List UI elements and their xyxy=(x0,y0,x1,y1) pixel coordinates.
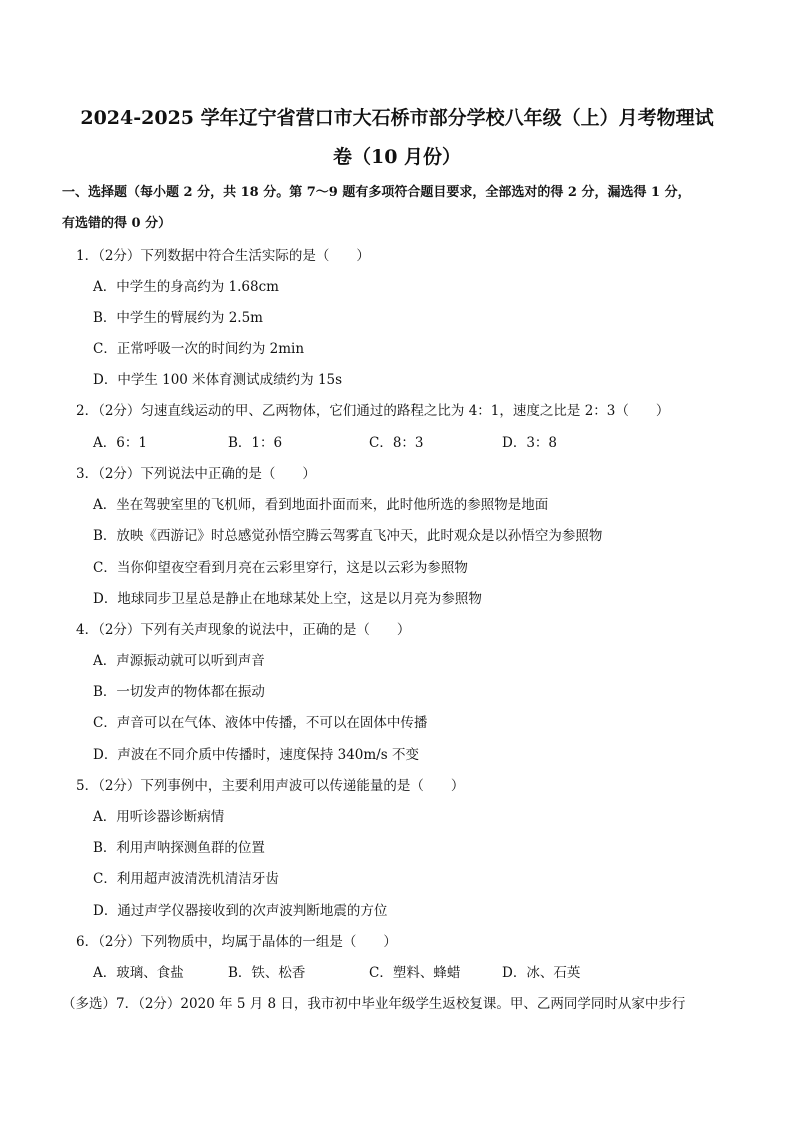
question-6-stem: 6．（2分）下列物质中，均属于晶体的一组是（ ） xyxy=(76,934,397,950)
question-6-option-d: D．冰、石英 xyxy=(502,965,581,981)
question-5-stem: 5．（2分）下列事例中，主要利用声波可以传递能量的是（ ） xyxy=(76,778,465,794)
question-2-option-a: A．6：1 xyxy=(93,435,147,451)
question-4-option-d: D．声波在不同介质中传播时，速度保持 340m/s 不变 xyxy=(93,747,419,763)
question-3-option-a: A．坐在驾驶室里的飞机师，看到地面扑面而来，此时他所选的参照物是地面 xyxy=(93,497,549,513)
question-1-option-c: C．正常呼吸一次的时间约为 2min xyxy=(93,341,305,357)
question-3-option-d: D．地球同步卫星总是静止在地球某处上空，这是以月亮为参照物 xyxy=(93,591,482,607)
question-2-option-c: C．8：3 xyxy=(369,435,424,451)
question-5-option-d: D．通过声学仪器接收到的次声波判断地震的方位 xyxy=(93,903,388,919)
question-4-option-c: C．声音可以在气体、液体中传播，不可以在固体中传播 xyxy=(93,715,428,731)
question-7-stem: （多选）7．（2分）2020 年 5 月 8 日，我市初中毕业年级学生返校复课。甲、乙两同学同时从家中步行 xyxy=(62,996,686,1012)
question-4-option-b: B．一切发声的物体都在振动 xyxy=(93,684,265,700)
section-instructions-line-1: 一、选择题（每小题 2 分，共 18 分。第 7～9 题有多项符合题目要求，全部选对的得 2 分，漏选得 1 分， xyxy=(62,185,691,200)
question-4-option-a: A．声源振动就可以听到声音 xyxy=(93,653,265,669)
question-1-stem: 1．（2分）下列数据中符合生活实际的是（ ） xyxy=(76,248,370,264)
question-5-option-a: A．用听诊器诊断病情 xyxy=(93,809,225,825)
question-1-option-a: A．中学生的身高约为 1.68cm xyxy=(93,279,279,295)
question-6-option-a: A．玻璃、食盐 xyxy=(93,965,184,981)
question-6-option-c: C．塑料、蜂蜡 xyxy=(369,965,461,981)
question-3-option-c: C．当你仰望夜空看到月亮在云彩里穿行，这是以云彩为参照物 xyxy=(93,560,468,576)
exam-title-line-1: 2024-2025 学年辽宁省营口市大石桥市部分学校八年级（上）月考物理试 xyxy=(80,107,714,129)
question-3-stem: 3．（2分）下列说法中正确的是（ ） xyxy=(76,466,316,482)
question-2-option-d: D．3：8 xyxy=(502,435,558,451)
question-2-stem: 2．（2分）匀速直线运动的甲、乙两物体，它们通过的路程之比为 4：1，速度之比是 2：3（ ） xyxy=(76,403,670,419)
question-4-stem: 4．（2分）下列有关声现象的说法中，正确的是（ ） xyxy=(76,622,411,638)
question-5-option-b: B．利用声呐探测鱼群的位置 xyxy=(93,840,265,856)
question-2-option-b: B．1：6 xyxy=(228,435,283,451)
question-5-option-c: C．利用超声波清洗机清洁牙齿 xyxy=(93,871,279,887)
section-instructions-line-2: 有选错的得 0 分） xyxy=(62,216,172,231)
question-1-option-b: B．中学生的臂展约为 2.5m xyxy=(93,310,263,326)
question-6-option-b: B．铁、松香 xyxy=(228,965,306,981)
exam-title-line-2: 卷（10 月份） xyxy=(332,146,462,168)
question-3-option-b: B．放映《西游记》时总感觉孙悟空腾云驾雾直飞冲天，此时观众是以孙悟空为参照物 xyxy=(93,528,603,544)
question-1-option-d: D．中学生 100 米体育测试成绩约为 15s xyxy=(93,372,343,388)
